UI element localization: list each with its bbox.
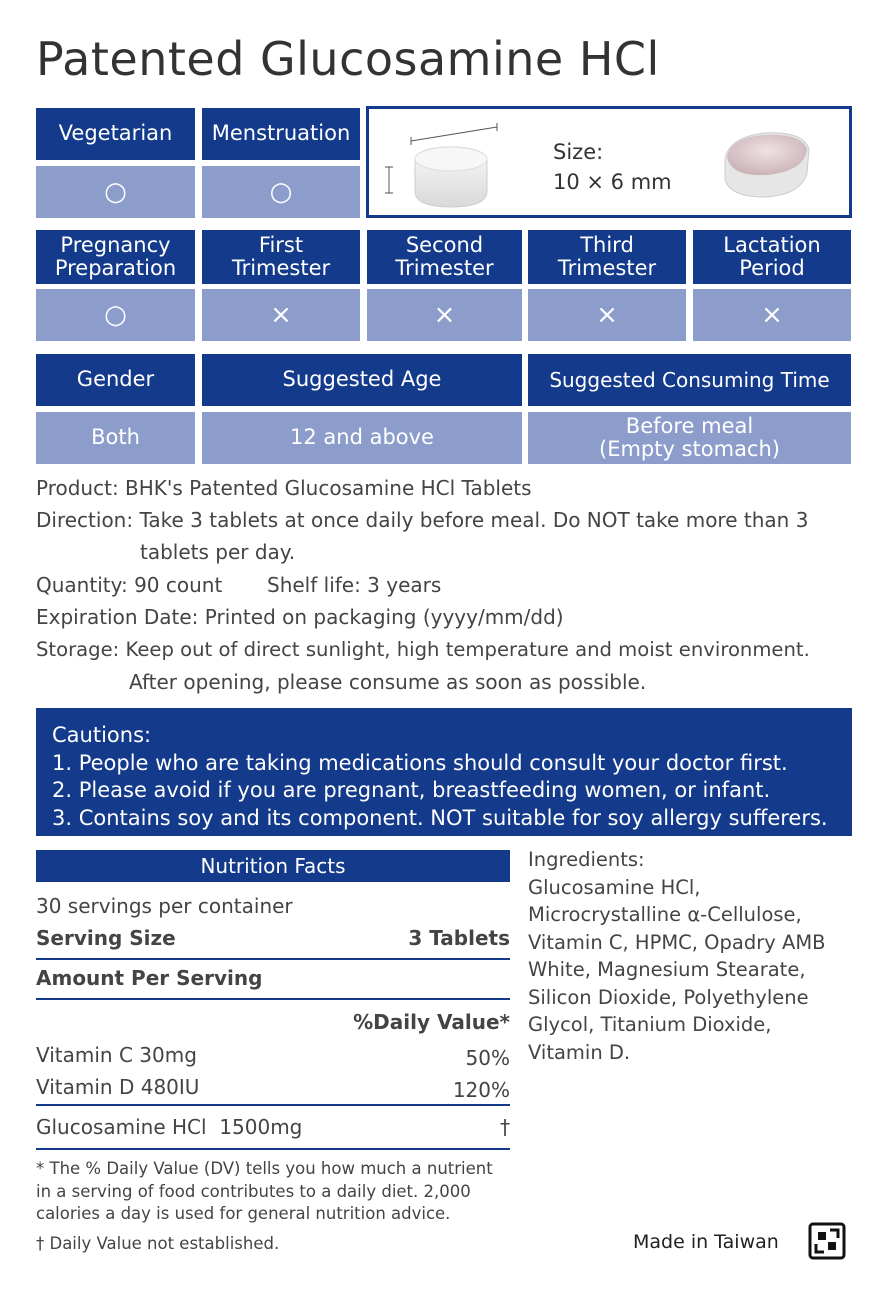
first-trimester-header: First Trimester (202, 230, 360, 284)
amount-per-serving: Amount Per Serving (36, 966, 263, 990)
nutrition-facts-header: Nutrition Facts (36, 850, 510, 882)
glucosamine-row: Glucosamine HCl 1500mg † (36, 1115, 510, 1139)
storage-line-cont: After opening, please consume as soon as possible. (129, 670, 647, 694)
second-trimester-header: Second Trimester (367, 230, 522, 284)
ingredients-block (528, 846, 858, 1066)
dv-footnote: * The % Daily Value (DV) tells you how much a nutrient in a serving of food contributes to a daily diet. 2,000 calories a day is used for general nutrition advice. (36, 1159, 493, 1223)
menstruation-header: Menstruation (202, 108, 360, 160)
vegetarian-value: ○ (36, 166, 195, 218)
second-trimester-value: × (367, 289, 522, 341)
gender-value: Both (36, 412, 195, 464)
caution-item: 2. Please avoid if you are pregnant, breastfeeding women, or infant. (52, 778, 771, 802)
third-trimester-value: × (528, 289, 686, 341)
ingredient-line: Glucosamine HCl, (528, 875, 701, 899)
ingredient-line: Vitamin C, HPMC, Opadry AMB (528, 930, 826, 954)
vegetarian-header: Vegetarian (36, 108, 195, 160)
ingredient-line: Silicon Dioxide, Polyethylene (528, 985, 809, 1009)
third-trimester-header: Third Trimester (528, 230, 686, 284)
ingredient-line: Glycol, Titanium Dioxide, (528, 1013, 772, 1036)
direction-line-cont: tablets per day. (140, 540, 296, 564)
daily-value-header: %Daily Value* (353, 1010, 510, 1034)
consuming-time-value: Before meal (Empty stomach) (528, 412, 851, 464)
ingredients-title: Ingredients: (528, 848, 645, 871)
servings-per-container: 30 servings per container (36, 894, 293, 918)
cautions-title: Cautions: (52, 723, 152, 747)
ingredient-line: Vitamin D. (528, 1040, 631, 1064)
divider (36, 958, 510, 960)
lactation-period-value: × (693, 289, 851, 341)
storage-line: Storage: Keep out of direct sunlight, high temperature and moist environment. (36, 638, 810, 661)
suggested-age-header: Suggested Age (202, 354, 522, 406)
taiwan-recycle-logo-icon (808, 1222, 846, 1260)
pregnancy-preparation-header: Pregnancy Preparation (36, 230, 195, 284)
tablet-size-box (366, 106, 852, 218)
first-trimester-value: × (202, 289, 360, 341)
consuming-time-header: Suggested Consuming Time (528, 354, 851, 406)
divider (36, 1148, 510, 1150)
dv-not-established-note: † Daily Value not established. (36, 1234, 280, 1253)
caution-item: 1. People who are taking medications should consult your doctor first. (52, 750, 788, 775)
cautions-box (36, 708, 852, 836)
quantity-line: Quantity: 90 count (36, 573, 223, 597)
pregnancy-preparation-value: ○ (36, 289, 195, 341)
direction-line: Direction: Take 3 tablets at once daily before meal. Do NOT take more than 3 (36, 508, 809, 532)
tablet-cross-section-image (715, 119, 825, 209)
ingredient-line: White, Magnesium Stearate, (528, 958, 806, 981)
expiration-line: Expiration Date: Printed on packaging (yyyy/mm/dd) (36, 605, 564, 629)
divider (36, 1104, 510, 1106)
shelf-life-line: Shelf life: 3 years (267, 573, 442, 597)
gender-header: Gender (36, 354, 195, 406)
menstruation-value: ○ (202, 166, 360, 218)
serving-size-row: Serving Size 3 Tablets (36, 926, 510, 950)
nutrient-row-vitamin-c: Vitamin C 30mg 50% (36, 1043, 510, 1070)
divider (36, 998, 510, 1000)
nutrient-row-vitamin-d: Vitamin D 480IU 120% (36, 1075, 510, 1102)
tablet-side-image (379, 115, 509, 215)
caution-item: 3. Contains soy and its component. NOT suitable for soy allergy sufferers. (52, 805, 828, 830)
lactation-period-header: Lactation Period (693, 230, 851, 284)
product-line: Product: BHK's Patented Glucosamine HCl Tablets (36, 476, 532, 500)
suggested-age-value: 12 and above (202, 412, 522, 464)
page-title: Patented Glucosamine HCl (36, 32, 660, 86)
made-in-label: Made in Taiwan (633, 1231, 779, 1253)
size-value: 10 × 6 mm (553, 170, 672, 194)
size-label: Size: (553, 140, 604, 164)
ingredient-line: Microcrystalline α-Cellulose, (528, 903, 802, 926)
